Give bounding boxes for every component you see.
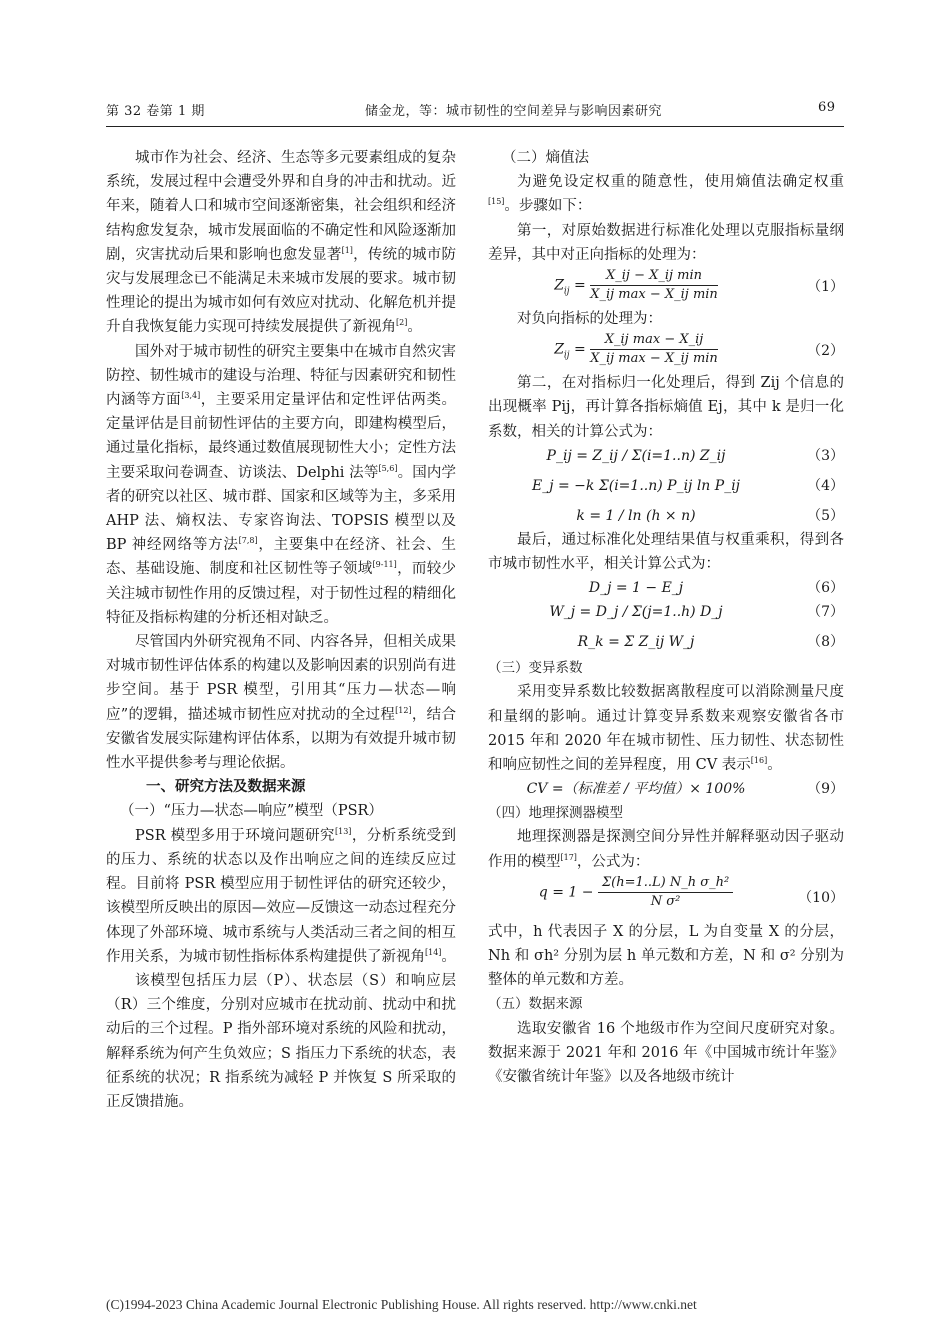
running-header-left: 第 32 卷第 1 期	[106, 104, 205, 119]
subsection-heading-entropy: （二）熵值法	[502, 150, 589, 166]
psr-paragraph-2: 该模型包括压力层（P）、状态层（S）和响应层（R）三个维度，分别对应城市在扰动前、扰动中和扰动后的三个过程。P 指外部环境对系统的风险和扰动，解释系统为何产生负效应；S 指压力下系统的状态，表征系统的状况；R 指系统为减轻 P 并恢复 S 所采取的正反馈措施。	[106, 972, 456, 1110]
entropy-paragraph-1: 为避免设定权重的随意性，使用熵值法确定权重[15]。步骤如下：	[488, 174, 844, 215]
running-header-title: 储金龙，等：城市韧性的空间差异与影响因素研究	[365, 104, 663, 119]
subsection-heading-cv: （三）变异系数	[488, 660, 583, 677]
equation-1: $Z_{ij}$ = $\frac{\text{X\_ij − X\_ij min}}{\text{X\_ij max − X\_ij min}}$ （1）	[554, 268, 844, 303]
equation-9: CV =（标准差 / 平均值）× 100% （9）	[526, 781, 844, 798]
intro-paragraph-3: 尽管国内外研究视角不同、内容各异，但相关成果对城市韧性评估体系的构建以及影响因素的识别尚有进步空间。基于 PSR 模型，引用其“压力—状态—响应”的逻辑，描述城市韧性应对扰动的全过程[12]，结合安徽省发展实际建构评估体系，以期为有效提升城市韧性水平提供参考与理论依据。	[106, 634, 456, 772]
intro-paragraph-1: 城市作为社会、经济、生态等多元要素组成的复杂系统，发展过程中会遭受外界和自身的冲击和扰动。近年来，随着人口和城市空间逐渐密集，社会组织和经济结构愈发复杂，城市发展面临的不确定性和风险逐渐加剧，灾害扰动后果和影响也愈发显著[1]，传统的城市防灾与发展理念已不能满足未来城市发展的要求。城市韧性理论的提出为城市如何有效应对扰动、化解危机并提升自我恢复能力实现可持续发展提供了新视角[2]。	[106, 150, 457, 336]
intro-paragraph-2: 国外对于城市韧性的研究主要集中在城市自然灾害防控、韧性城市的建设与治理、特征与因素研究和韧性内涵等方面[3,4]，主要采用定量评估和定性评估两类。定量评估是目前韧性评估的主要方向，即建构模型后，通过量化指标，最终通过数值展现韧性大小；定性方法主要采取问卷调查、访谈法、Delphi 法等[5,6]。国内学者的研究以社区、城市群、国家和区域等为主，多采用 AHP 法、熵权法、专家咨询法、TOPSIS 模型以及 BP 神经网络等方法[7,8]，主要集中在经济、社会、生态、基础设施、制度和社区韧性等子领域[9-11]，而较少关注城市韧性作用的反馈过程，对于韧性过程的精细化特征及指标构建的分析还相对缺乏。	[106, 343, 456, 626]
geodetector-paragraph: 地理探测器是探测空间分异性并解释驱动因子驱动作用的模型[17]，公式为：	[488, 829, 844, 870]
section-heading-methods: 一、研究方法及数据来源	[146, 778, 306, 796]
left-column	[106, 146, 456, 1114]
right-column	[488, 146, 844, 1089]
entropy-paragraph-3: 对负向指标的处理为：	[517, 311, 662, 328]
copyright-footer: (C)1994-2023 China Academic Journal Electronic Publishing House. All rights reserved. http://www.cnki.net	[106, 1297, 697, 1312]
psr-paragraph-1: PSR 模型多用于环境问题研究[13]，分析系统受到的压力、系统的状态以及作出响应之间的连续反应过程。目前将 PSR 模型应用于韧性评估的研究还较少，该模型所反映出的原因—效应—反馈这一动态过程充分体现了外部环境、城市系统与人类活动三者之间的相互作用关系，为城市韧性指标体系构建提供了新视角[14]。	[106, 826, 457, 965]
entropy-paragraph-2: 第一，对原始数据进行标准化处理以克服指标量纲差异，其中对正向指标的处理为：	[488, 222, 844, 263]
equation-3: P_ij = Z_ij / Σ(i=1..n) Z_ij （3）	[546, 447, 844, 464]
equation-8: R_k = Σ Z_ij W_j （8）	[577, 634, 844, 651]
entropy-paragraph-5: 最后，通过标准化处理结果值与权重乘积，得到各市城市韧性水平，相关计算公式为：	[488, 531, 844, 573]
subsection-heading-data: （五）数据来源	[488, 996, 583, 1013]
data-source-paragraph: 选取安徽省 16 个地级市作为空间尺度研究对象。数据来源于 2021 年和 2016 年《中国城市统计年鉴》《安徽省统计年鉴》以及各地级市统计	[488, 1020, 844, 1086]
subsection-heading-geodetector: （四）地理探测器模型	[488, 805, 623, 822]
page-number: 69	[818, 100, 836, 115]
equation-10: q = 1 − $\frac{\text{Σ(h=1..L) N\_h σ\_h²}}{\text{N σ²}}$ （10）	[538, 874, 844, 909]
equation-7: W_j = D_j / Σ(j=1..h) D_j （7）	[549, 604, 844, 621]
entropy-paragraph-4: 第二，在对指标归一化处理后，得到 Zij 个信息的出现概率 Pij，再计算各指标熵值 Ej，其中 k 是归一化系数，相关的计算公式为：	[488, 375, 844, 440]
header-rule	[106, 126, 844, 127]
equation-4: E_j = −k Σ(i=1..n) P_ij ln P_ij （4）	[531, 477, 844, 494]
subsection-heading-psr: （一）“压力—状态—响应”模型（PSR）	[120, 803, 383, 820]
geodetector-explanation: 式中，h 代表因子 X 的分层，L 为自变量 X 的分层，Nh 和 σh² 分别为层 h 单元数和方差，N 和 σ² 分别为整体的单元数和方差。	[488, 923, 844, 989]
equation-5: k = 1 / ln (h × n) （5）	[576, 507, 844, 524]
equation-6: D_j = 1 − E_j （6）	[588, 580, 844, 597]
cv-paragraph: 采用变异系数比较数据离散程度可以消除测量尺度和量纲的影响。通过计算变异系数来观察安徽省各市 2015 年和 2020 年在城市韧性、压力韧性、状态韧性和响应韧性之间的差异程度，用 CV 表示[16]。	[488, 684, 844, 774]
equation-2: $Z_{ij}$ = $\frac{\text{X\_ij max − X\_ij}}{\text{X\_ij max − X\_ij min}}$ （2）	[554, 332, 844, 367]
